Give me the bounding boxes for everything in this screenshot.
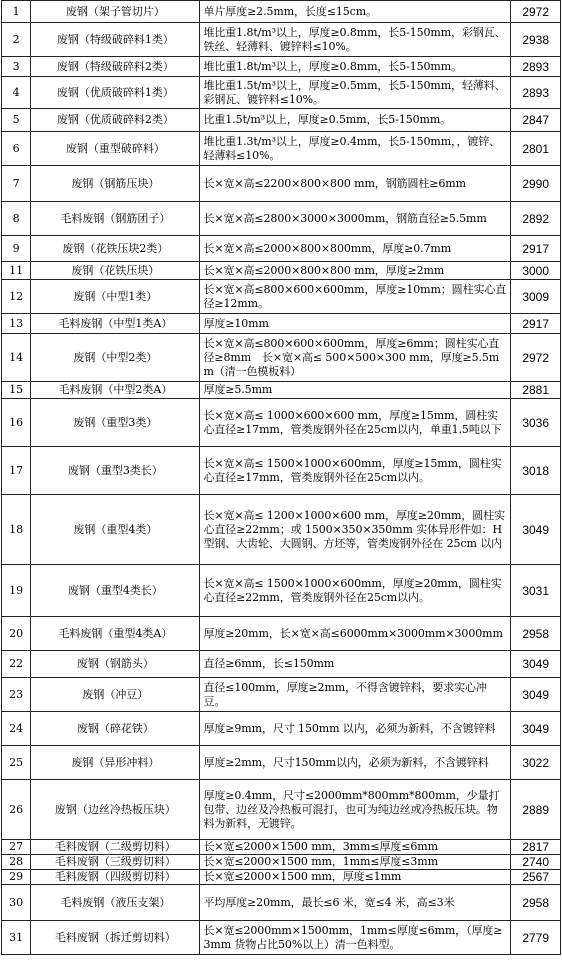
table-row bbox=[2, 236, 561, 262]
table-row bbox=[2, 334, 561, 382]
row-number: 5 bbox=[2, 109, 31, 132]
price: 2817 bbox=[511, 840, 561, 855]
product-name: 废钢（重型3类） bbox=[31, 399, 200, 447]
specification: 厚度≥0.4mm，尺寸≤2000mm*800mm*800mm，少量打包带、边丝及冷热板可混打，也可为纯边丝或冷热板压块。物料为新料，无镀锌。 bbox=[200, 780, 511, 840]
product-name: 废钢（冲豆） bbox=[31, 678, 200, 712]
product-name: 废钢（架子管切片） bbox=[31, 1, 200, 23]
price: 2958 bbox=[511, 885, 561, 921]
table-row bbox=[2, 565, 561, 617]
specification: 厚度≥2mm，尺寸150mm以内，必须为新料，不含镀锌料 bbox=[200, 746, 511, 780]
table-row bbox=[2, 57, 561, 77]
product-name: 毛料废钢（拆迁剪切料） bbox=[31, 921, 200, 955]
specification: 长×宽×高≤ 1500×1000×600mm，厚度≥20mm，圆柱实心直径≥22mm，管类废钢外径在25cm以内。 bbox=[200, 565, 511, 617]
product-name: 废钢（重型3类长） bbox=[31, 447, 200, 495]
price: 2892 bbox=[511, 202, 561, 236]
price: 3049 bbox=[511, 678, 561, 712]
price: 2893 bbox=[511, 77, 561, 109]
row-number: 19 bbox=[2, 565, 31, 617]
table-row bbox=[2, 746, 561, 780]
specification: 直径≥6mm，长≤150mm bbox=[200, 651, 511, 678]
specification: 厚度≥5.5mm bbox=[200, 382, 511, 399]
table-row bbox=[2, 840, 561, 855]
price: 2801 bbox=[511, 132, 561, 166]
product-name: 废钢（特级破碎料2类） bbox=[31, 57, 200, 77]
specification: 长×宽≤2000×1500 mm，厚度≤1mm bbox=[200, 870, 511, 885]
row-number: 4 bbox=[2, 77, 31, 109]
table-row bbox=[2, 885, 561, 921]
specification: 长×宽≤2000mm×1500mm，1mm≤厚度≤6mm，（厚度≥3mm 货物占比50%以上）清一色料型。 bbox=[200, 921, 511, 955]
row-number: 12 bbox=[2, 280, 31, 314]
product-name: 废钢（钢筋压块） bbox=[31, 166, 200, 202]
table-row bbox=[2, 202, 561, 236]
price: 3049 bbox=[511, 495, 561, 565]
specification: 平均厚度≥20mm，最长≤6 米，宽≤4 米，高≤3米 bbox=[200, 885, 511, 921]
product-name: 废钢（特级破碎料1类） bbox=[31, 23, 200, 57]
specification: 堆比重1.8t/m³以上，厚度≥0.8mm，长5-150mm。 bbox=[200, 57, 511, 77]
product-name: 毛料废钢（液压支架） bbox=[31, 885, 200, 921]
specification: 直径≤100mm，厚度≥2mm，不得含镀锌料，要求实心冲豆。 bbox=[200, 678, 511, 712]
specification: 堆比重1.8t/m³以上，厚度≥0.8mm，长5-150mm，彩钢瓦、铁丝、轻薄料、镀锌料≤10%。 bbox=[200, 23, 511, 57]
price: 2917 bbox=[511, 314, 561, 334]
product-name: 废钢（中型2类） bbox=[31, 334, 200, 382]
product-name: 毛料废钢（中型2类A） bbox=[31, 382, 200, 399]
price: 2958 bbox=[511, 617, 561, 651]
product-name: 废钢（碎花铁） bbox=[31, 712, 200, 746]
table-row bbox=[2, 382, 561, 399]
row-number: 8 bbox=[2, 202, 31, 236]
product-name: 废钢（重型4类长） bbox=[31, 565, 200, 617]
table-row bbox=[2, 23, 561, 57]
table-row bbox=[2, 495, 561, 565]
table-row bbox=[2, 780, 561, 840]
price: 2938 bbox=[511, 23, 561, 57]
row-number: 27 bbox=[2, 840, 31, 855]
product-name: 毛料废钢（三级剪切料） bbox=[31, 855, 200, 870]
row-number: 30 bbox=[2, 885, 31, 921]
table-row bbox=[2, 132, 561, 166]
product-name: 毛料废钢（中型1类A） bbox=[31, 314, 200, 334]
row-number: 22 bbox=[2, 651, 31, 678]
specification: 长×宽×高≤2800×3000×3000mm，钢筋直径≥5.5mm bbox=[200, 202, 511, 236]
specification: 厚度≥9mm，尺寸 150mm 以内，必须为新料，不含镀锌料 bbox=[200, 712, 511, 746]
price: 3022 bbox=[511, 746, 561, 780]
price: 2972 bbox=[511, 1, 561, 23]
product-name: 毛料废钢（二级剪切料） bbox=[31, 840, 200, 855]
table-row bbox=[2, 77, 561, 109]
table-row bbox=[2, 617, 561, 651]
product-name: 废钢（优质破碎料2类） bbox=[31, 109, 200, 132]
product-name: 废钢（异形冲料） bbox=[31, 746, 200, 780]
specification: 长×宽×高≤ 1500×1000×600mm，厚度≥15mm，圆柱实心直径≥17mm，管类废钢外径在25cm以内。 bbox=[200, 447, 511, 495]
specification: 长×宽×高≤800×600×600mm，厚度≥10mm；圆柱实心直径≥12mm。 bbox=[200, 280, 511, 314]
row-number: 16 bbox=[2, 399, 31, 447]
price: 2779 bbox=[511, 921, 561, 955]
product-name: 毛料废钢（重型4类A） bbox=[31, 617, 200, 651]
product-name: 废钢（边丝冷热板压块） bbox=[31, 780, 200, 840]
table-row bbox=[2, 262, 561, 280]
specification: 比重1.5t/m³以上，厚度≥0.5mm，长5-150mm。 bbox=[200, 109, 511, 132]
row-number: 13 bbox=[2, 314, 31, 334]
row-number: 9 bbox=[2, 236, 31, 262]
row-number: 23 bbox=[2, 678, 31, 712]
price: 2740 bbox=[511, 855, 561, 870]
row-number: 3 bbox=[2, 57, 31, 77]
price: 3049 bbox=[511, 651, 561, 678]
specification: 单片厚度≥2.5mm，长度≤15cm。 bbox=[200, 1, 511, 23]
specification: 长×宽×高≤ 1200×1000×600 mm，厚度≥20mm，圆柱实心直径≥22mm；或 1500×350×350mm 实体异形件如：H 型钢、大齿轮、大圆钢、方坯等，管类废钢外径在 25cm 以内 bbox=[200, 495, 511, 565]
product-name: 废钢（优质破碎料1类） bbox=[31, 77, 200, 109]
table-row bbox=[2, 712, 561, 746]
specification: 长×宽×高≤800×600×600mm，厚度≥6mm；圆柱实心直径≥8mm 长×宽×高≤ 500×500×300 mm，厚度≥5.5mm（清一色模板料） bbox=[200, 334, 511, 382]
specification: 长×宽×高≤2000×800×800mm，厚度≥0.7mm bbox=[200, 236, 511, 262]
table-row bbox=[2, 921, 561, 955]
specification: 长×宽×高≤2200×800×800 mm，钢筋圆柱≥6mm bbox=[200, 166, 511, 202]
row-number: 18 bbox=[2, 495, 31, 565]
specification: 长×宽≤2000×1500 mm，3mm≤厚度≤6mm bbox=[200, 840, 511, 855]
price: 2972 bbox=[511, 334, 561, 382]
row-number: 2 bbox=[2, 23, 31, 57]
specification: 厚度≥20mm，长×宽×高≤6000mm×3000mm×3000mm bbox=[200, 617, 511, 651]
row-number: 31 bbox=[2, 921, 31, 955]
table-row bbox=[2, 109, 561, 132]
table-row bbox=[2, 166, 561, 202]
product-name: 废钢（钢筋头） bbox=[31, 651, 200, 678]
row-number: 29 bbox=[2, 870, 31, 885]
scrap-steel-price-table bbox=[1, 0, 561, 955]
product-name: 废钢（花铁压块2类） bbox=[31, 236, 200, 262]
specification: 堆比重1.3t/m³以上，厚度≥0.4mm，长5-150mm，，镀锌、轻薄料≤10%。 bbox=[200, 132, 511, 166]
price: 3018 bbox=[511, 447, 561, 495]
price: 2889 bbox=[511, 780, 561, 840]
price: 3049 bbox=[511, 712, 561, 746]
specification: 厚度≥10mm bbox=[200, 314, 511, 334]
product-name: 毛料废钢（四级剪切料） bbox=[31, 870, 200, 885]
table-row bbox=[2, 314, 561, 334]
product-name: 废钢（中型1类） bbox=[31, 280, 200, 314]
price: 2847 bbox=[511, 109, 561, 132]
row-number: 26 bbox=[2, 780, 31, 840]
table-row bbox=[2, 870, 561, 885]
table-row bbox=[2, 1, 561, 23]
table-row bbox=[2, 855, 561, 870]
table-row bbox=[2, 280, 561, 314]
price: 2567 bbox=[511, 870, 561, 885]
row-number: 15 bbox=[2, 382, 31, 399]
price: 2917 bbox=[511, 236, 561, 262]
row-number: 25 bbox=[2, 746, 31, 780]
row-number: 11 bbox=[2, 262, 31, 280]
specification: 堆比重1.5t/m³以上，厚度≥0.5mm，长5-150mm，轻薄料、彩钢瓦、镀锌料≤10%。 bbox=[200, 77, 511, 109]
row-number: 20 bbox=[2, 617, 31, 651]
specification: 长×宽×高≤2000×800×800 mm，厚度≥2mm bbox=[200, 262, 511, 280]
product-name: 毛料废钢（钢筋团子） bbox=[31, 202, 200, 236]
table-row bbox=[2, 651, 561, 678]
price: 2893 bbox=[511, 57, 561, 77]
price: 3036 bbox=[511, 399, 561, 447]
row-number: 7 bbox=[2, 166, 31, 202]
price: 2881 bbox=[511, 382, 561, 399]
table-body bbox=[2, 1, 561, 955]
table-row bbox=[2, 447, 561, 495]
price: 3009 bbox=[511, 280, 561, 314]
product-name: 废钢（花铁压块） bbox=[31, 262, 200, 280]
price: 3000 bbox=[511, 262, 561, 280]
product-name: 废钢（重型破碎料） bbox=[31, 132, 200, 166]
specification: 长×宽×高≤ 1000×600×600 mm，厚度≥15mm，圆柱实心直径≥17mm，管类废钢外径在25cm以内，单重1.5吨以下 bbox=[200, 399, 511, 447]
row-number: 6 bbox=[2, 132, 31, 166]
table-row bbox=[2, 399, 561, 447]
price: 2990 bbox=[511, 166, 561, 202]
row-number: 17 bbox=[2, 447, 31, 495]
row-number: 24 bbox=[2, 712, 31, 746]
specification: 长×宽≤2000×1500 mm，1mm≤厚度≤3mm bbox=[200, 855, 511, 870]
row-number: 28 bbox=[2, 855, 31, 870]
row-number: 14 bbox=[2, 334, 31, 382]
price: 3031 bbox=[511, 565, 561, 617]
table-row bbox=[2, 678, 561, 712]
product-name: 废钢（重型4类） bbox=[31, 495, 200, 565]
row-number: 1 bbox=[2, 1, 31, 23]
